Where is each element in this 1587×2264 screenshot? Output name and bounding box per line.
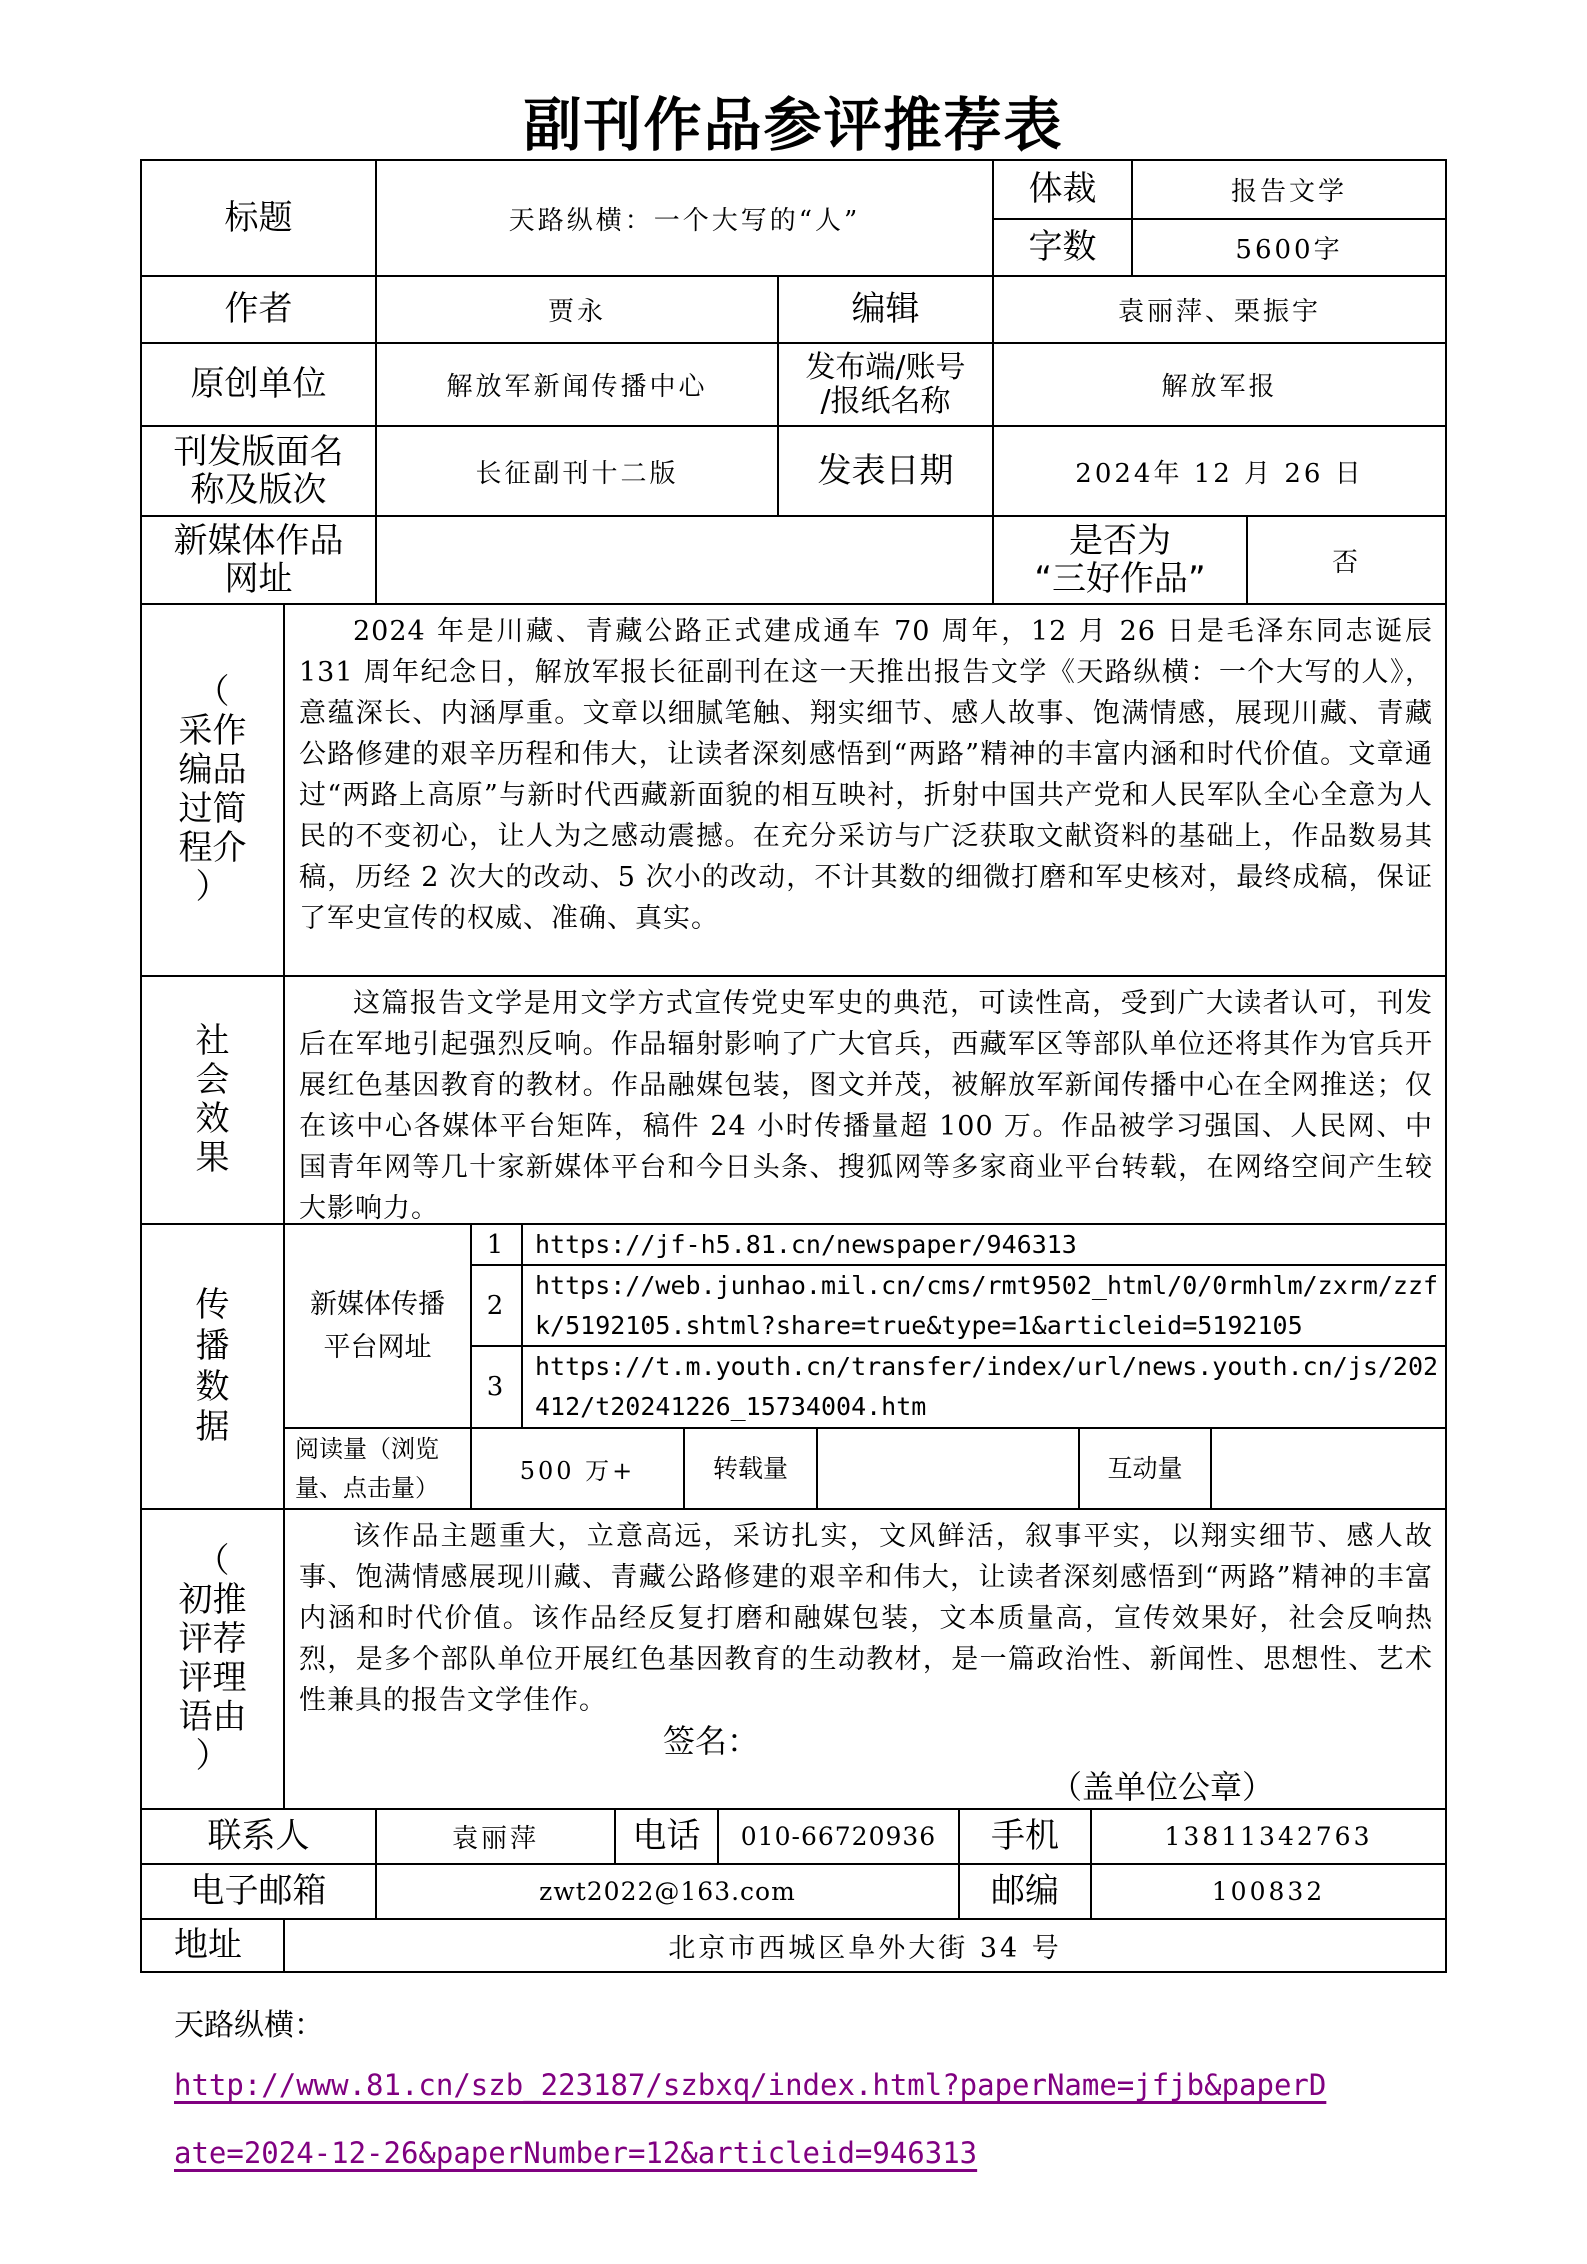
genre-label: 体裁 bbox=[992, 159, 1133, 220]
new-media-url-label bbox=[140, 515, 377, 605]
editor-label: 编辑 bbox=[777, 275, 994, 344]
page-name-label bbox=[140, 425, 377, 517]
label-char: 据 bbox=[195, 1407, 230, 1448]
label-char: 果 bbox=[195, 1138, 230, 1179]
publish-date-value: 2024年 12 月 26 日 bbox=[992, 425, 1447, 517]
recommendation-label bbox=[140, 1508, 285, 1810]
new-media-url-label-line1: 新媒体作品 bbox=[173, 520, 344, 561]
reposts-value bbox=[816, 1427, 1080, 1510]
title-value: 天路纵横：一个大写的“人” bbox=[375, 159, 994, 277]
label-char: 播 bbox=[195, 1325, 230, 1366]
postcode-label: 邮编 bbox=[958, 1863, 1092, 1920]
label-char: 编品 bbox=[178, 749, 247, 790]
editing-process-text: 2024 年是川藏、青藏公路正式建成通车 70 周年，12 月 26 日是毛泽东同志诞辰 131 周年纪念日，解放军报长征副刊在这一天推出报告文学《天路纵横：一个大写的人》，意蕴深长、内涵厚重。文章以细腻笔触、翔实细节、感人故事、饱满情感，展现川藏、青藏公路修建的艰辛历程和伟大，让读者深刻感悟到“两路”精神的丰富内涵和时代价值。文章通过“两路上高原”与新时代西藏新面貌的相互映衬，折射中国共产党和人民军队全心全意为人民的不变初心，让人为之感动震撼。在充分采访与广泛获取文献资料的基础上，作品数易其稿，历经 2 次大的改动、5 次小的改动，不计其数的细微打磨和军史核对，最终成稿，保证了军史宣传的权威、准确、真实。 bbox=[283, 603, 1447, 977]
label-char: 评荐 bbox=[178, 1618, 247, 1659]
label-char: 传 bbox=[195, 1284, 230, 1325]
social-effect-text: 这篇报告文学是用文学方式宣传党史军史的典范，可读性高，受到广大读者认可，刊发后在军地引起强烈反响。作品辐射影响了广大官兵，西藏军区等部队单位还将其作为官兵开展红色基因教育的教材。作品融媒包装，图文并茂，被解放军新闻传播中心在全网推送；仅在该中心各媒体平台矩阵，稿件 24 小时传播量超 100 万。作品被学习强国、人民网、中国青年网等几十家新媒体平台和今日头条、搜狐网等多家商业平台转载，在网络空间产生较大影响力。 bbox=[283, 975, 1447, 1225]
article-link-line1[interactable]: http://www.81.cn/szb_223187/szbxq/index.html?paperName=jfjb&paperD bbox=[174, 2068, 1327, 2102]
url-index-3: 3 bbox=[470, 1345, 523, 1429]
url-index-1: 1 bbox=[470, 1223, 523, 1266]
page-name-label-line1: 刊发版面名 bbox=[173, 431, 344, 472]
email-label: 电子邮箱 bbox=[140, 1863, 377, 1920]
label-char: （ bbox=[195, 1540, 230, 1581]
signature-label: 签名： bbox=[663, 1722, 760, 1760]
author-label: 作者 bbox=[140, 275, 377, 344]
label-char: 评理 bbox=[178, 1658, 247, 1698]
phone-label: 电话 bbox=[614, 1808, 719, 1865]
label-char: 效 bbox=[195, 1099, 230, 1139]
platform-url-label-line2: 平台网址 bbox=[323, 1332, 432, 1363]
reads-label bbox=[283, 1427, 472, 1510]
publisher-label-line1: 发布端/账号 bbox=[805, 349, 966, 385]
publisher-label bbox=[777, 342, 994, 427]
word-count-label: 字数 bbox=[992, 218, 1133, 277]
publisher-label-line2: /报纸名称 bbox=[820, 383, 951, 419]
interactions-value bbox=[1210, 1427, 1447, 1510]
platform-url-label-line1: 新媒体传播 bbox=[310, 1288, 445, 1320]
label-char: 过简 bbox=[178, 789, 247, 829]
address-value: 北京市西城区阜外大街 34 号 bbox=[283, 1918, 1447, 1973]
editing-process-label bbox=[140, 603, 285, 977]
label-char: 采作 bbox=[178, 710, 247, 751]
label-char: 语由 bbox=[178, 1697, 247, 1738]
reads-value: 500 万+ bbox=[470, 1427, 685, 1510]
label-char: （ bbox=[195, 671, 230, 712]
label-char: 程介 bbox=[178, 828, 247, 869]
article-link-line2[interactable]: ate=2024-12-26&paperNumber=12&articleid=946313 bbox=[174, 2136, 978, 2170]
spread-data-label bbox=[140, 1223, 285, 1510]
article-label: 天路纵横： bbox=[174, 2008, 324, 2043]
phone-value: 010-66720936 bbox=[717, 1808, 960, 1865]
platform-url-label bbox=[283, 1223, 472, 1429]
mobile-label: 手机 bbox=[958, 1808, 1092, 1865]
three-good-value: 否 bbox=[1246, 515, 1447, 605]
interactions-label: 互动量 bbox=[1078, 1427, 1212, 1510]
social-effect-label bbox=[140, 975, 285, 1225]
label-char: 社 bbox=[195, 1020, 230, 1061]
url-index-2: 2 bbox=[470, 1264, 523, 1347]
mobile-value: 13811342763 bbox=[1090, 1808, 1447, 1865]
reads-label-line1: 阅读量（浏览 bbox=[295, 1435, 439, 1464]
page-name-label-line2: 称及版次 bbox=[190, 470, 327, 510]
email-value: zwt2022@163.com bbox=[375, 1863, 960, 1920]
genre-value: 报告文学 bbox=[1131, 159, 1447, 220]
publish-date-label: 发表日期 bbox=[777, 425, 994, 517]
label-char: 初推 bbox=[178, 1579, 247, 1620]
label-char: 会 bbox=[195, 1059, 230, 1100]
publisher-value: 解放军报 bbox=[992, 342, 1447, 427]
seal-label: （盖单位公章） bbox=[1050, 1768, 1275, 1806]
new-media-url-label-line2: 网址 bbox=[224, 559, 293, 599]
label-char: 数 bbox=[195, 1366, 230, 1407]
label-char: ） bbox=[195, 867, 230, 908]
author-value: 贾永 bbox=[375, 275, 779, 344]
recommendation-body: 该作品主题重大，立意高远，采访扎实，文风鲜活，叙事平实，以翔实细节、感人故事、饱满情感展现川藏、青藏公路修建的艰辛和伟大，让读者深刻感悟到“两路”精神的丰富内涵和时代价值。该作品经反复打磨和融媒包装，文本质量高，宣传效果好，社会反响热烈，是多个部队单位开展红色基因教育的生动教材，是一篇政治性、新闻性、思想性、艺术性兼具的报告文学佳作。 bbox=[299, 1521, 1433, 1716]
platform-url-1[interactable]: https://jf-h5.81.cn/newspaper/946313 bbox=[521, 1223, 1447, 1266]
three-good-label-line1: 是否为 bbox=[1069, 520, 1171, 561]
original-unit-value: 解放军新闻传播中心 bbox=[375, 342, 779, 427]
three-good-label bbox=[992, 515, 1248, 605]
word-count-value: 5600字 bbox=[1131, 218, 1447, 277]
page-title: 副刊作品参评推荐表 bbox=[523, 91, 1064, 159]
reposts-label: 转载量 bbox=[683, 1427, 818, 1510]
address-label: 地址 bbox=[140, 1918, 285, 1973]
contact-value: 袁丽萍 bbox=[375, 1808, 616, 1865]
label-char: ） bbox=[195, 1736, 230, 1777]
new-media-url-value bbox=[375, 515, 994, 605]
reads-label-line2: 量、点击量） bbox=[295, 1473, 439, 1502]
platform-url-2[interactable]: https://web.junhao.mil.cn/cms/rmt9502_html/0/0rmhlm/zxrm/zzfk/5192105.shtml?share=true&type=1&articleid=5192105 bbox=[521, 1264, 1447, 1347]
title-label: 标题 bbox=[140, 159, 377, 277]
postcode-value: 100832 bbox=[1090, 1863, 1447, 1920]
three-good-label-line2: “三好作品” bbox=[1034, 559, 1206, 599]
page-name-value: 长征副刊十二版 bbox=[375, 425, 779, 517]
editor-value: 袁丽萍、栗振宇 bbox=[992, 275, 1447, 344]
original-unit-label: 原创单位 bbox=[140, 342, 377, 427]
platform-url-3[interactable]: https://t.m.youth.cn/transfer/index/url/news.youth.cn/js/202412/t20241226_15734004.htm bbox=[521, 1345, 1447, 1429]
contact-label: 联系人 bbox=[140, 1808, 377, 1865]
